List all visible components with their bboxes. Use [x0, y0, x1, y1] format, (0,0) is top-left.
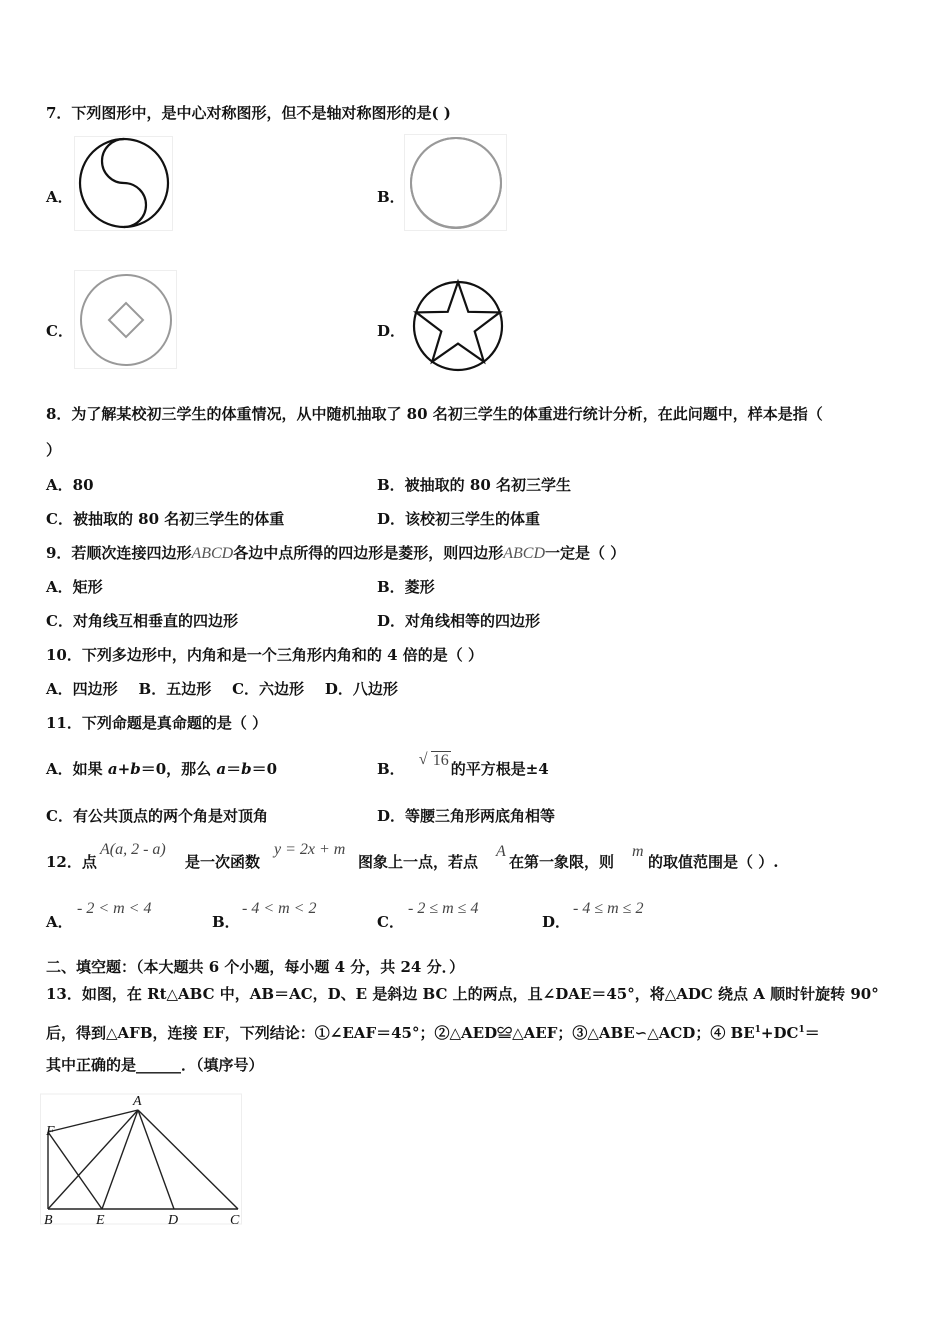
q12-option-c-label: C．: [377, 913, 404, 931]
q13-line2-c: ＝: [804, 1024, 820, 1042]
q12-option-d-expr: - 4 ≤ m ≤ 2: [573, 900, 644, 917]
q8-stem-cont: ）: [46, 441, 62, 459]
figure-label-c: C: [230, 1213, 240, 1228]
q11-a-pre: A．如果: [46, 760, 108, 778]
q12-stem-a: 12．点: [46, 853, 97, 871]
q9-stem-c: 一定是（ ）: [545, 544, 626, 562]
q11-b-sqrt-value: 16: [432, 752, 449, 769]
q13-line2-b: +DC: [760, 1024, 799, 1042]
q8-stem: 8．为了解某校初三学生的体重情况，从中随机抽取了 80 名初三学生的体重进行统计分析，在此问题中，样本是指（: [46, 405, 823, 423]
q12-option-b-expr: - 4 < m < 2: [242, 900, 317, 917]
q12-stem-c: 图象上一点，若点: [358, 853, 479, 871]
q11-b-pre: B．: [377, 760, 405, 778]
q13-line1: 13．如图，在 Rt△ABC 中，AB＝AC，D、E 是斜边 BC 上的两点，且∠DAE＝45°，将△ADC 绕点 A 顺时针旋转 90°: [46, 985, 879, 1003]
q7-option-b-label: B．: [377, 188, 405, 206]
q12-stem-d: 在第一象限，则: [509, 853, 615, 871]
sqrt-icon: √ 16: [418, 751, 449, 769]
q13-line2: [46, 1021, 820, 1042]
q13-sup2: 1: [798, 1025, 805, 1035]
q11-a-var-b: b: [130, 760, 141, 778]
q8-option-c: C．被抽取的 80 名初三学生的体重: [46, 510, 285, 528]
q11-option-a: [46, 760, 277, 778]
q9-stem-a: 9．若顺次连接四边形: [46, 544, 192, 562]
q12-func: y = 2x + m: [274, 841, 346, 858]
q12-option-b-label: B．: [212, 913, 240, 931]
figure-label-d: D: [168, 1213, 179, 1228]
q12-option-a-label: A．: [46, 913, 73, 931]
q13-line3-a: 其中正确的是: [46, 1056, 137, 1074]
q9-stem-b: 各边中点所得的四边形是菱形，则四边形: [233, 544, 504, 562]
q9-stem: [46, 544, 625, 563]
q11-a-plus: +: [117, 760, 131, 778]
q12-option-c-expr: - 2 ≤ m ≤ 4: [408, 900, 479, 917]
q9-var-abcd-1: ABCD: [191, 545, 234, 562]
figure-label-e: E: [96, 1213, 105, 1228]
q12-point: A(a, 2 - a): [100, 841, 166, 858]
q10-options: A．四边形 B．五边形 C．六边形 D．八边形: [46, 680, 398, 698]
q12-option-d-label: D．: [542, 913, 571, 931]
q12-stem-e: 的取值范围是（ ）.: [648, 853, 779, 871]
q11-option-d: D．等腰三角形两底角相等: [377, 807, 556, 825]
q9-option-b: B．菱形: [377, 578, 435, 596]
q13-line3-b: ．（填序号）: [181, 1056, 264, 1074]
figure-label-b: B: [44, 1213, 53, 1228]
yin-yang-circle-icon: [74, 136, 174, 232]
figure-label-a: A: [133, 1094, 142, 1109]
q11-option-c: C．有公共顶点的两个角是对顶角: [46, 807, 268, 825]
q7-option-c-label: C．: [46, 322, 73, 340]
q11-a-end: ＝0: [251, 760, 278, 778]
q11-a-var-b2: b: [241, 760, 252, 778]
q13-line2-a: 后，得到△AFB，连接 EF，下列结论：①∠EAF＝45°；②△AED≌△AEF；③△ABE∽△ACD；④ BE: [46, 1024, 755, 1042]
figure-label-f: F: [46, 1124, 55, 1139]
q13-sup1: 1: [754, 1025, 761, 1035]
q9-var-abcd-2: ABCD: [503, 545, 546, 562]
q12-var-m: m: [632, 843, 644, 860]
q9-option-c: C．对角线互相垂直的四边形: [46, 612, 238, 630]
q11-a-var-a: a: [107, 760, 118, 778]
q13-answer-blank[interactable]: ______: [136, 1056, 182, 1074]
q9-option-a: A．矩形: [46, 578, 103, 596]
star-in-circle-icon: [410, 278, 506, 374]
q12-option-a-expr: - 2 < m < 4: [77, 900, 152, 917]
coin-square-icon: [74, 270, 178, 370]
q13-geometry-figure: [40, 1090, 246, 1230]
q7-option-a-label: A．: [46, 188, 73, 206]
q9-option-d: D．对角线相等的四边形: [377, 612, 541, 630]
q11-a-eq: ＝: [226, 760, 242, 778]
q7-stem: 7．下列图形中，是中心对称图形，但不是轴对称图形的是( ): [46, 104, 451, 122]
q7-option-d-label: D．: [377, 322, 406, 340]
three-arc-circle-icon: [404, 134, 508, 232]
q12-var-a: A: [496, 843, 506, 860]
q8-option-a: A．80: [46, 476, 94, 494]
q11-b-post: 的平方根是±4: [450, 760, 549, 778]
q8-option-b: B．被抽取的 80 名初三学生: [377, 476, 571, 494]
q13-line3: [46, 1056, 264, 1074]
q11-a-mid: ＝0，那么: [140, 760, 217, 778]
section2-heading: 二、填空题：（本大题共 6 个小题，每小题 4 分，共 24 分．）: [46, 958, 465, 976]
q11-stem: 11．下列命题是真命题的是（ ）: [46, 714, 268, 732]
q12-stem-b: 是一次函数: [185, 853, 261, 871]
q11-a-var-a2: a: [216, 760, 227, 778]
q8-option-d: D．该校初三学生的体重: [377, 510, 541, 528]
q11-option-b: [377, 751, 549, 779]
q10-stem: 10．下列多边形中，内角和是一个三角形内角和的 4 倍的是（ ）: [46, 646, 483, 664]
